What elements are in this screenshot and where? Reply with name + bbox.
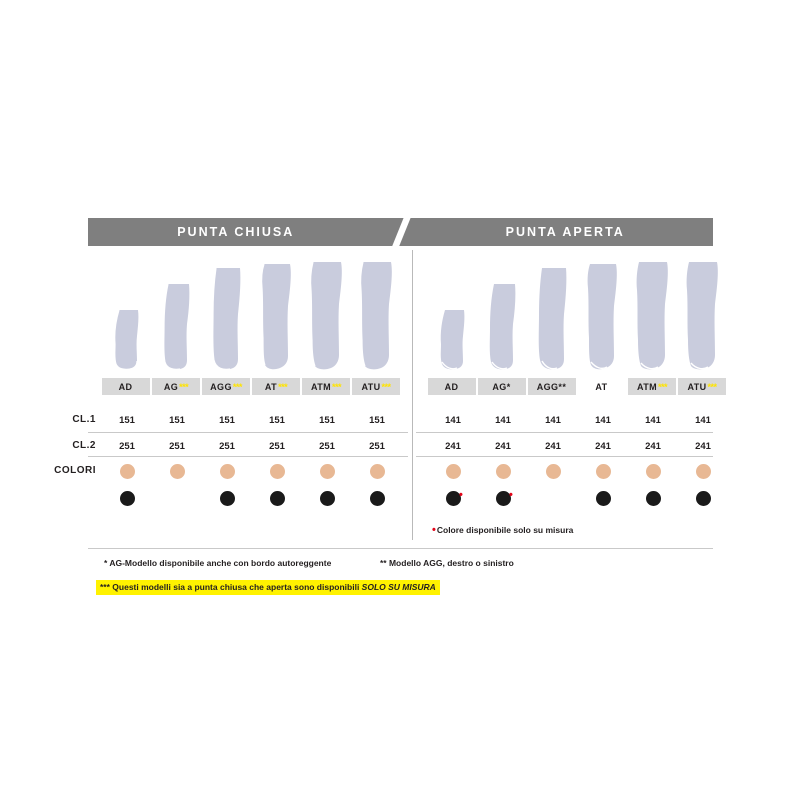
leg-icon-ad-chiusa	[102, 258, 152, 376]
color-dot-black	[220, 491, 235, 506]
model-label-chiusa-ag	[152, 378, 202, 395]
dot-cell-beige-aperta-agg	[528, 460, 578, 482]
cell-cl2-aperta-atu: 241	[695, 440, 711, 452]
model-label-chiusa-ad	[102, 378, 152, 395]
cell-cl2-aperta-at: 241	[595, 440, 611, 452]
cell-cl1-chiusa-ad: 151	[119, 414, 135, 426]
model-stars: ***	[232, 381, 242, 392]
color-dot-black	[596, 491, 611, 506]
model-label-text: AD	[444, 381, 459, 392]
footnote-one: * AG-Modello disponibile anche con bordo autoreggente	[104, 558, 332, 568]
dot-cell-beige-chiusa-ag	[152, 460, 202, 482]
cell-cl1-aperta-ad: 141	[445, 414, 461, 426]
model-label-text: ATM	[636, 381, 657, 392]
row-label-colori: COLORI	[54, 465, 96, 476]
dot-cell-black-aperta-atu	[678, 487, 728, 509]
leg-icon-at-chiusa	[252, 258, 302, 376]
model-stars: ***	[658, 381, 668, 392]
chart-header-bar	[88, 218, 713, 246]
color-dot-black	[120, 491, 135, 506]
model-label-text: AGG**	[536, 381, 567, 392]
model-label-aperta-agg	[528, 378, 578, 395]
cell-cl1-chiusa-atu: 151	[369, 414, 385, 426]
cl2-values-punta-aperta	[428, 438, 728, 454]
dot-cell-black-aperta-atm	[628, 487, 678, 509]
header-slash-divider	[384, 218, 418, 246]
dot-cell-black-aperta-ag	[478, 487, 528, 509]
dot-cell-beige-aperta-atu	[678, 460, 728, 482]
leg-icon-agg-chiusa	[202, 258, 252, 376]
dot-cell-black-aperta-agg	[528, 487, 578, 509]
dot-cell-black-chiusa-at	[252, 487, 302, 509]
footnote-two: ** Modello AGG, destro o sinistro	[380, 558, 514, 568]
rule-cl2-right	[416, 456, 713, 457]
row-label-cl1: CL.1	[72, 414, 96, 425]
cell-cl2-aperta-atm: 241	[645, 440, 661, 452]
color-dot-beige	[446, 464, 461, 479]
cell-cl1-chiusa-agg: 151	[219, 414, 235, 426]
model-stars: ***	[381, 381, 391, 392]
cl1-values-punta-aperta	[428, 412, 728, 428]
leg-icon-ag-chiusa	[152, 258, 202, 376]
dot-cell-black-aperta-ad	[428, 487, 478, 509]
leg-icon-ag-aperta	[478, 258, 528, 376]
model-label-text: ATM	[310, 381, 331, 392]
model-label-chiusa-agg	[202, 378, 252, 395]
color-dot-beige	[120, 464, 135, 479]
model-stars: ***	[179, 381, 189, 392]
color-dot-beige	[546, 464, 561, 479]
cell-cl1-aperta-atm: 141	[645, 414, 661, 426]
section-divider	[412, 250, 413, 540]
dot-cell-black-chiusa-agg	[202, 487, 252, 509]
model-label-text: ATU	[361, 381, 381, 392]
model-label-aperta-at	[578, 378, 628, 395]
dot-cell-black-aperta-at	[578, 487, 628, 509]
leg-illustrations-punta-chiusa	[102, 258, 402, 376]
model-labels-punta-aperta	[428, 378, 728, 395]
dot-cell-beige-chiusa-ad	[102, 460, 152, 482]
footnote-three-highlighted	[96, 580, 440, 595]
beige-dots-punta-chiusa	[102, 460, 402, 482]
dot-cell-beige-chiusa-agg	[202, 460, 252, 482]
model-label-text: AG*	[492, 381, 511, 392]
leg-icon-atm-aperta	[628, 258, 678, 376]
footnote-three-prefix: *** Questi modelli sia a punta chiusa che aperta sono disponibili	[100, 582, 362, 592]
dot-cell-beige-aperta-ag	[478, 460, 528, 482]
cl1-values-punta-chiusa	[102, 412, 402, 428]
cell-cl1-aperta-at: 141	[595, 414, 611, 426]
model-label-text: AT	[264, 381, 278, 392]
model-label-aperta-ag	[478, 378, 528, 395]
cell-cl1-aperta-agg: 141	[545, 414, 561, 426]
leg-icon-ad-aperta	[428, 258, 478, 376]
color-dot-beige	[496, 464, 511, 479]
footnote-three-emphasis: SOLO SU MISURA	[361, 582, 436, 592]
model-stars: ***	[278, 381, 288, 392]
dot-cell-black-chiusa-ad	[102, 487, 152, 509]
header-punta-aperta: PUNTA APERTA	[505, 225, 625, 239]
model-label-aperta-atu	[678, 378, 728, 395]
cell-cl2-aperta-ag: 241	[495, 440, 511, 452]
rule-cl2-left	[88, 456, 408, 457]
model-labels-punta-chiusa	[102, 378, 402, 395]
rule-cl1-right	[416, 432, 713, 433]
dot-cell-beige-chiusa-atm	[302, 460, 352, 482]
note-bullet-icon: •	[432, 524, 436, 536]
dot-cell-beige-aperta-at	[578, 460, 628, 482]
cl2-values-punta-chiusa	[102, 438, 402, 454]
header-punta-chiusa: PUNTA CHIUSA	[177, 225, 295, 239]
color-dot-beige	[370, 464, 385, 479]
cell-cl2-aperta-agg: 241	[545, 440, 561, 452]
color-dot-black	[646, 491, 661, 506]
beige-dots-punta-aperta	[428, 460, 728, 482]
leg-icon-agg-aperta	[528, 258, 578, 376]
custom-size-marker-icon: •	[509, 489, 513, 501]
custom-size-note	[432, 524, 573, 536]
dot-cell-beige-chiusa-atu	[352, 460, 402, 482]
leg-icon-at-aperta	[578, 258, 628, 376]
color-dot-beige	[270, 464, 285, 479]
cell-cl2-chiusa-ad: 251	[119, 440, 135, 452]
model-label-chiusa-atu	[352, 378, 402, 395]
cell-cl2-chiusa-agg: 251	[219, 440, 235, 452]
dot-cell-black-chiusa-ag	[152, 487, 202, 509]
color-dot-black	[320, 491, 335, 506]
leg-icon-atu-aperta	[678, 258, 728, 376]
footer-divider	[88, 548, 713, 549]
model-label-aperta-atm	[628, 378, 678, 395]
dot-cell-black-chiusa-atu	[352, 487, 402, 509]
model-label-aperta-ad	[428, 378, 478, 395]
model-stars: ***	[332, 381, 342, 392]
model-label-chiusa-at	[252, 378, 302, 395]
model-label-text: AG	[163, 381, 179, 392]
dot-cell-beige-chiusa-at	[252, 460, 302, 482]
color-dot-beige	[696, 464, 711, 479]
color-dot-black	[370, 491, 385, 506]
cell-cl1-chiusa-at: 151	[269, 414, 285, 426]
model-stars: ***	[707, 381, 717, 392]
leg-icon-atm-chiusa	[302, 258, 352, 376]
leg-illustrations-punta-aperta	[428, 258, 728, 376]
cell-cl1-aperta-ag: 141	[495, 414, 511, 426]
model-label-text: AT	[595, 381, 608, 392]
custom-size-marker-icon: •	[459, 489, 463, 501]
color-dot-beige	[596, 464, 611, 479]
color-dot-black	[270, 491, 285, 506]
color-dot-black	[696, 491, 711, 506]
model-label-chiusa-atm	[302, 378, 352, 395]
black-dots-punta-chiusa	[102, 487, 402, 509]
model-label-text: AGG	[210, 381, 232, 392]
cell-cl2-chiusa-atu: 251	[369, 440, 385, 452]
cell-cl2-chiusa-at: 251	[269, 440, 285, 452]
model-label-text: AD	[118, 381, 133, 392]
dot-cell-beige-aperta-atm	[628, 460, 678, 482]
cell-cl2-chiusa-ag: 251	[169, 440, 185, 452]
cell-cl1-chiusa-ag: 151	[169, 414, 185, 426]
cell-cl1-chiusa-atm: 151	[319, 414, 335, 426]
cell-cl2-chiusa-atm: 251	[319, 440, 335, 452]
custom-size-note-text: Colore disponibile solo su misura	[436, 525, 574, 535]
dot-cell-black-chiusa-atm	[302, 487, 352, 509]
rule-cl1-left	[88, 432, 408, 433]
cell-cl2-aperta-ad: 241	[445, 440, 461, 452]
color-dot-beige	[320, 464, 335, 479]
color-dot-beige	[646, 464, 661, 479]
row-label-cl2: CL.2	[72, 440, 96, 451]
model-label-text: ATU	[687, 381, 707, 392]
dot-cell-beige-aperta-ad	[428, 460, 478, 482]
leg-icon-atu-chiusa	[352, 258, 402, 376]
cell-cl1-aperta-atu: 141	[695, 414, 711, 426]
black-dots-punta-aperta	[428, 487, 728, 509]
color-dot-beige	[220, 464, 235, 479]
color-dot-beige	[170, 464, 185, 479]
